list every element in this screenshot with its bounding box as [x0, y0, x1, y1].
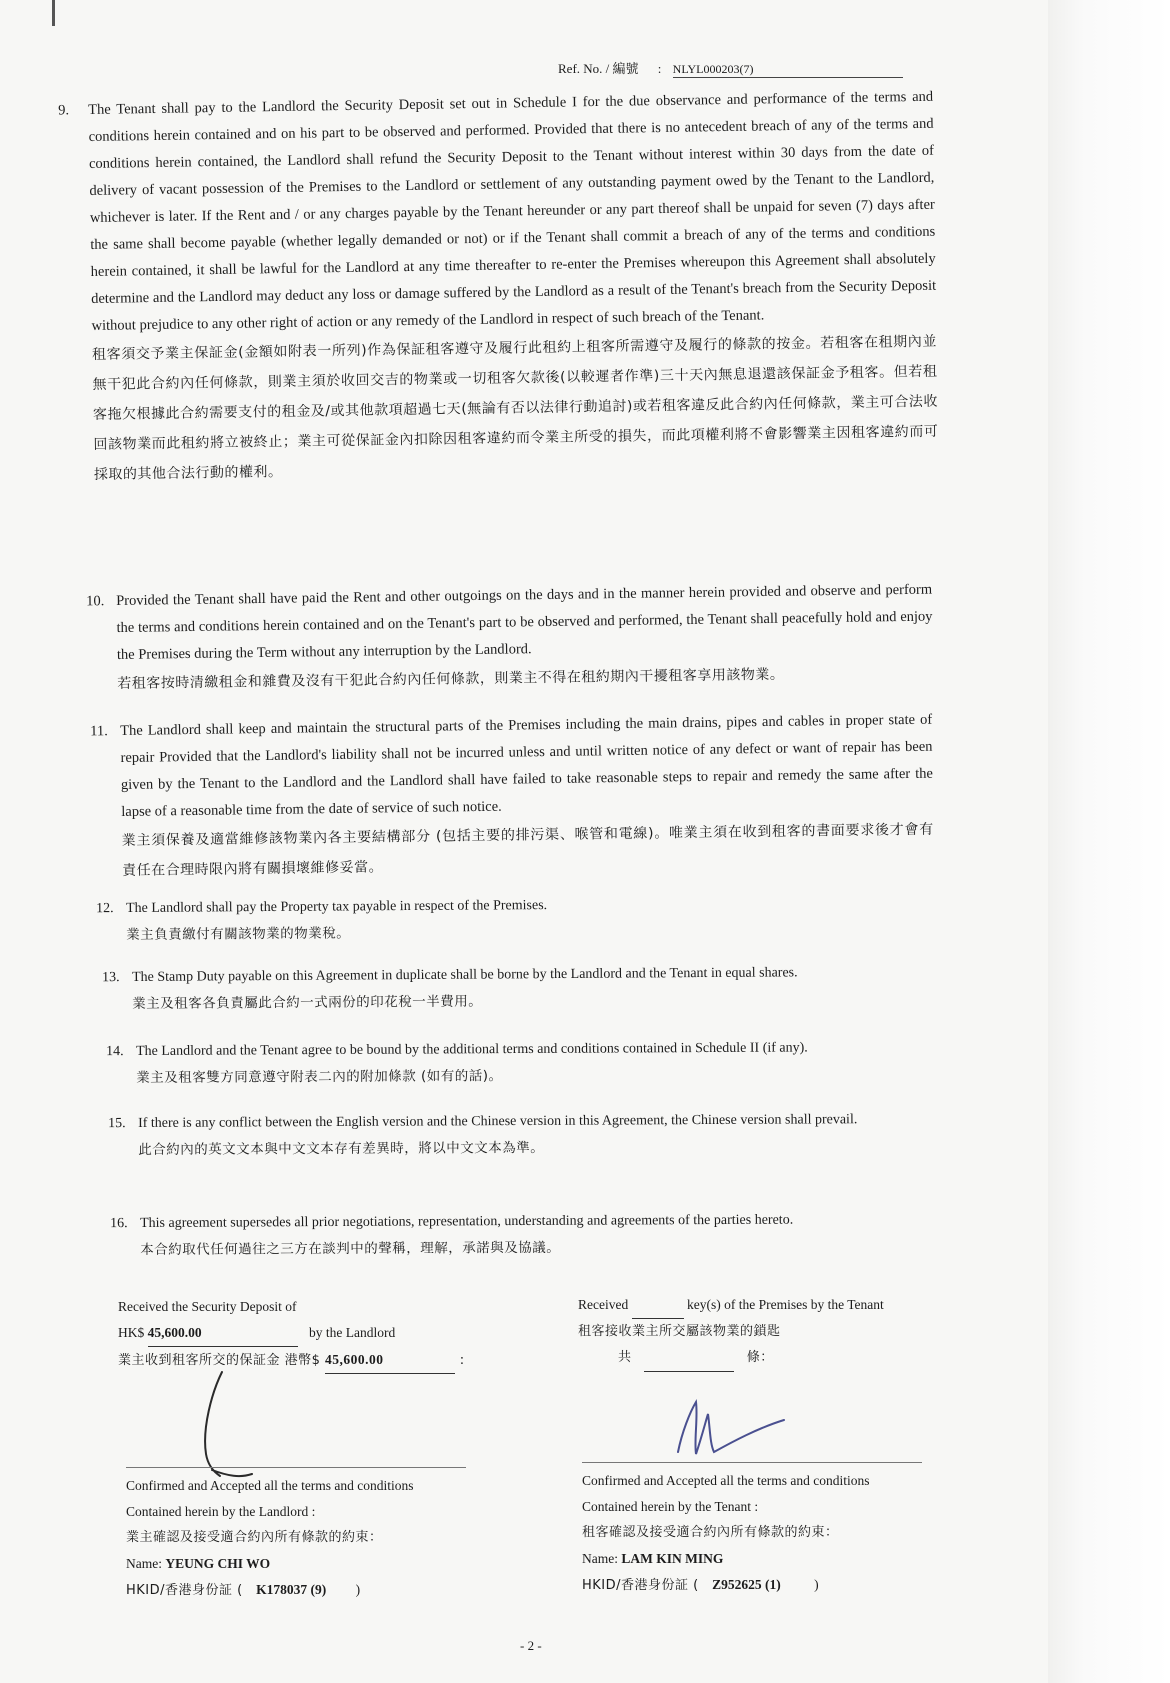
reference-value: NLYL000203(7)	[673, 62, 903, 78]
keys-receipt	[578, 1292, 884, 1372]
landlord-name-row	[126, 1551, 414, 1577]
tenant-signature-line	[582, 1462, 922, 1463]
landlord-signature	[190, 1368, 280, 1488]
landlord-name-label: Name:	[126, 1556, 162, 1571]
landlord-signature-line	[126, 1467, 466, 1468]
landlord-id-close: )	[355, 1582, 361, 1597]
deposit-receipt	[118, 1294, 465, 1374]
clause-english: The Landlord and the Tenant agree to be bound by the additional terms and conditions contained in Schedule II (if any).	[136, 1040, 808, 1059]
deposit-currency: HK$	[118, 1325, 145, 1340]
clause-15	[108, 1106, 938, 1164]
landlord-id: K178037 (9)	[256, 1582, 327, 1597]
landlord-confirm-line-1: Confirmed and Accepted all the terms and conditions	[126, 1478, 414, 1493]
landlord-confirmation	[126, 1473, 414, 1604]
clause-english: The Stamp Duty payable on this Agreement in duplicate shall be borne by the Landlord and the Tenant in equal shares.	[132, 965, 798, 985]
clause-number: 10.	[86, 593, 105, 610]
clause-number: 12.	[96, 901, 114, 917]
scan-edge-mark	[52, 0, 55, 26]
landlord-confirm-chinese: 業主確認及接受適合約內所有條款的約束：	[126, 1530, 383, 1545]
keys-chinese-line: 租客接收業主所交屬該物業的鎖匙	[578, 1324, 781, 1339]
clause-english: The Landlord shall pay the Property tax payable in respect of the Premises.	[126, 898, 548, 916]
tenant-id-close: )	[814, 1577, 819, 1592]
deposit-by-landlord: by the Landlord	[309, 1325, 396, 1340]
clause-14	[106, 1034, 938, 1092]
clause-chinese: 業主及租客各負責屬此合約一式兩份的印花稅一半費用。	[132, 993, 483, 1012]
clause-11	[90, 707, 934, 886]
tenant-confirmation	[582, 1468, 870, 1599]
clause-chinese: 租客須交予業主保証金(金額如附表一所列)作為保証租客遵守及履行此租約上租客所需遵守及履行的條款的按金。若租客在租期內並無干犯此合約內任何條款，則業主須於收回交吉的物業或一切租客欠款後(以較遲者作準)三十天內無息退還該保証金予租客。但若租客拖欠根據此合約需要支付的租金及/或其他款項超過七天(無論有否以法律行動追討)或若租客違反此合約內任何條款，業主可合法收回該物業而此租約將立被終止；業主可從保証金內扣除因租客違約而令業主所受的損失，而此項權利將不會影響業主因租客違約而可採取的其他合法行動的權利。	[91, 333, 939, 483]
page-fold-shadow	[1048, 0, 1170, 1683]
deposit-chinese-amount: 45,600.00	[325, 1347, 455, 1374]
keys-count-blank	[632, 1292, 684, 1319]
deposit-line-3	[118, 1347, 465, 1374]
clause-number: 9.	[58, 102, 70, 119]
keys-chinese-total	[578, 1345, 884, 1372]
clause-chinese: 業主須保養及適當維修該物業內各主要結構部分 (包括主要的排污渠、喉管和電線)。唯業主須在收到租客的書面要求後才會有責任在合理時限內將有關損壞維修妥當。	[121, 821, 934, 879]
tenant-name-row	[582, 1546, 870, 1572]
clause-number: 13.	[102, 970, 120, 986]
clause-chinese: 業主及租客雙方同意遵守附表二內的附加條款 (如有的話)。	[136, 1068, 503, 1086]
landlord-id-row	[126, 1577, 414, 1604]
tenant-id-row	[582, 1572, 870, 1599]
clause-9	[58, 84, 939, 490]
clause-number: 16.	[110, 1216, 128, 1232]
clause-12	[96, 889, 936, 949]
keys-total-blank	[644, 1345, 734, 1372]
clause-chinese: 此合約內的英文文本與中文文本存有差異時，將以中文文本為準。	[138, 1139, 545, 1158]
clause-english: The Landlord shall keep and maintain the structural parts of the Premises including the main drains, pipes and cables in proper state of repair Provided that the Landlord's liability shall not be incurred unless and until written notice of any defect or want of repair has been given by the Tenant to the Landlord and the Landlord shall have failed to take reasonable steps to repair and remedy the same after the lapse of a reasonable time from the date of service of such notice.	[120, 711, 933, 820]
landlord-name: YEUNG CHI WO	[165, 1556, 271, 1571]
clause-english: The Tenant shall pay to the Landlord the Security Deposit set out in Schedule I for the due observance and performance of the terms and conditions herein contained and on his part to be observed and performed. Provided that there is no antecedent breach of any of the terms and conditions herein contained, the Landlord shall refund the Security Deposit to the Tenant without interest within 30 days from the date of delivery of vacant possession of the Premises to the Landlord or settlement of any outstanding payment owed by the Tenant to the Landlord, whichever is later. If the Rent and / or any charges payable by the Tenant hereunder or any part thereof shall be unpaid for seven (7) days after the same shall become payable (whether legally demanded or not) or if the Tenant shall commit a breach of any of the terms and conditions herein contained, it shall be lawful for the Landlord at any time thereafter to re-enter the Premises whereupon this Agreement shall absolutely determine and the Landlord may deduct any loss or damage suffered by the Landlord as a result of the Tenant's breach from the Security Deposit without prejudice to any other right of action or any remedy of the Landlord in respect of such breach of the Tenant.	[88, 88, 937, 334]
clause-chinese: 業主負責繳付有關該物業的物業稅。	[126, 925, 351, 943]
clause-16	[110, 1206, 940, 1264]
landlord-id-label: HKID/香港身份証 (	[126, 1583, 243, 1598]
tenant-confirm-line-1: Confirmed and Accepted all the terms and conditions	[582, 1473, 870, 1488]
reference-number: Ref. No. / 編號 : NLYL000203(7)	[558, 58, 903, 78]
tenant-id-label: HKID/香港身份証 (	[582, 1578, 699, 1593]
deposit-line-2	[118, 1320, 465, 1347]
deposit-line-1: Received the Security Deposit of	[118, 1299, 297, 1314]
clause-10	[86, 577, 933, 699]
page-number: - 2 -	[520, 1638, 542, 1653]
keys-total-label: 共	[618, 1350, 632, 1365]
clause-number: 11.	[90, 723, 108, 740]
keys-line-1	[578, 1292, 884, 1319]
reference-label: Ref. No. / 編號	[558, 61, 639, 76]
deposit-amount: 45,600.00	[148, 1320, 298, 1347]
tenant-name: LAM KIN MING	[621, 1551, 724, 1566]
clause-english: If there is any conflict between the English version and the Chinese version in this Agreement, the Chinese version shall prevail.	[138, 1112, 858, 1131]
landlord-confirm-line-2: Contained herein by the Landlord :	[126, 1504, 316, 1519]
tenant-confirm-chinese: 租客確認及接受適合約內所有條款的約束：	[582, 1525, 839, 1540]
keys-suffix: key(s) of the Premises by the Tenant	[686, 1297, 884, 1312]
tenant-id: Z952625 (1)	[712, 1577, 781, 1592]
tenant-name-label: Name:	[582, 1551, 618, 1566]
tenant-signature	[672, 1392, 792, 1464]
keys-received-label: Received	[578, 1297, 629, 1312]
deposit-chinese-label: 業主收到租客所交的保証金 港幣$	[118, 1353, 321, 1368]
keys-unit: 條：	[746, 1350, 774, 1365]
tenant-confirm-line-2: Contained herein by the Tenant :	[582, 1499, 759, 1514]
clause-13	[102, 958, 938, 1018]
deposit-colon: :	[459, 1353, 465, 1368]
clause-number: 14.	[106, 1044, 124, 1060]
clause-chinese: 本合約取代任何過往之三方在談判中的聲稱，理解，承諾與及協議。	[140, 1239, 561, 1258]
clause-english: Provided the Tenant shall have paid the Rent and other outgoings on the days and in the manner herein provided and observe and perform the terms and conditions herein contained and on the Tenant's part to be observed and performed, the Tenant shall peacefully hold and enjoy the Premises during the Term without any interruption by the Landlord.	[116, 581, 933, 663]
clause-number: 15.	[108, 1116, 126, 1132]
clause-chinese: 若租客按時清繳租金和雜費及沒有干犯此合約內任何條款，則業主不得在租約期內干擾租客享用該物業。	[117, 666, 785, 692]
clause-english: This agreement supersedes all prior negotiations, representation, understanding and agreements of the parties hereto.	[140, 1212, 794, 1231]
